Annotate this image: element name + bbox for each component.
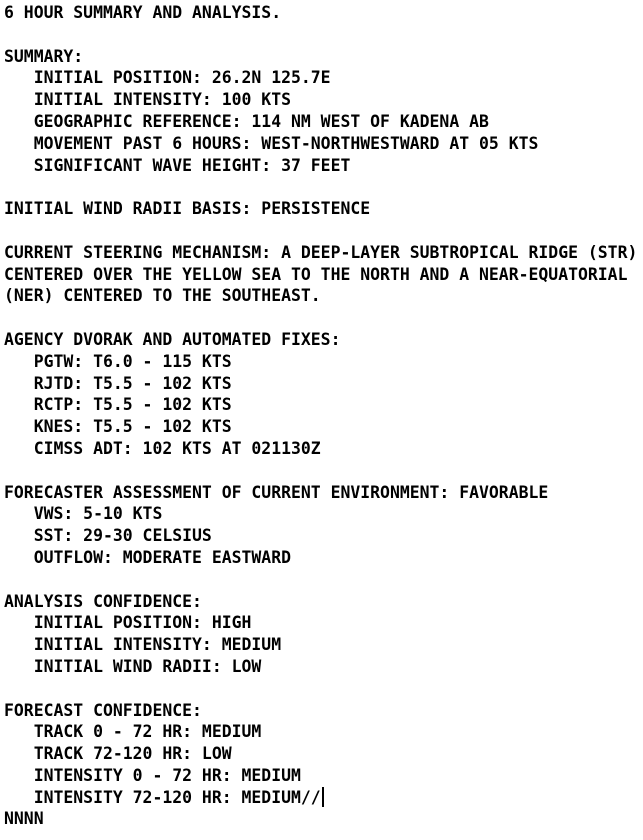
text-line: CENTERED OVER THE YELLOW SEA TO THE NORTH AND A NEAR-EQUATORIAL <box>4 264 628 284</box>
text-line: INITIAL INTENSITY: MEDIUM <box>4 635 282 655</box>
text-line: CURRENT STEERING MECHANISM: A DEEP-LAYER SUBTROPICAL RIDGE (STR) <box>4 242 638 262</box>
text-line: PGTW: T6.0 - 115 KTS <box>4 351 232 371</box>
text-line: INTENSITY 0 - 72 HR: MEDIUM <box>4 765 301 785</box>
text-line: FORECAST CONFIDENCE: <box>4 700 202 720</box>
text-line <box>4 220 643 242</box>
text-line: INITIAL WIND RADII: LOW <box>4 656 262 676</box>
text-line <box>4 460 643 482</box>
text-line: (NER) CENTERED TO THE SOUTHEAST. <box>4 286 321 306</box>
text-line <box>4 569 643 591</box>
text-line <box>4 176 643 198</box>
text-line: CIMSS ADT: 102 KTS AT 021130Z <box>4 438 321 458</box>
text-line: KNES: T5.5 - 102 KTS <box>4 417 232 437</box>
text-line: INTENSITY 72-120 HR: MEDIUM// <box>4 787 643 809</box>
text-line: INITIAL INTENSITY: 100 KTS <box>4 90 291 110</box>
text-line: AGENCY DVORAK AND AUTOMATED FIXES: <box>4 329 341 349</box>
text-line: RJTD: T5.5 - 102 KTS <box>4 373 232 393</box>
text-line: TRACK 0 - 72 HR: MEDIUM <box>4 722 262 742</box>
text-line: 6 HOUR SUMMARY AND ANALYSIS. <box>4 3 282 22</box>
text-line: ANALYSIS CONFIDENCE: <box>4 591 202 611</box>
text-line <box>4 307 643 329</box>
text-line: SST: 29-30 CELSIUS <box>4 526 212 546</box>
text-cursor <box>322 787 324 807</box>
text-line: INITIAL WIND RADII BASIS: PERSISTENCE <box>4 199 371 219</box>
text-line: MOVEMENT PAST 6 HOURS: WEST-NORTHWESTWARD AT 05 KTS <box>4 133 539 153</box>
text-line: VWS: 5-10 KTS <box>4 504 163 524</box>
text-line: FORECASTER ASSESSMENT OF CURRENT ENVIRONMENT: FAVORABLE <box>4 482 549 502</box>
text-line: TRACK 72-120 HR: LOW <box>4 744 232 764</box>
text-line: INITIAL POSITION: HIGH <box>4 613 252 633</box>
text-line: OUTFLOW: MODERATE EASTWARD <box>4 547 291 567</box>
text-line: INITIAL POSITION: 26.2N 125.7E <box>4 68 331 88</box>
text-line <box>4 678 643 700</box>
text-line: SUMMARY: <box>4 46 84 66</box>
text-line: NNNN <box>4 809 44 829</box>
text-line: RCTP: T5.5 - 102 KTS <box>4 395 232 415</box>
text-line: SIGNIFICANT WAVE HEIGHT: 37 FEET <box>4 155 351 175</box>
text-line: GEOGRAPHIC REFERENCE: 114 NM WEST OF KADENA AB <box>4 111 489 131</box>
text-line <box>4 24 643 46</box>
